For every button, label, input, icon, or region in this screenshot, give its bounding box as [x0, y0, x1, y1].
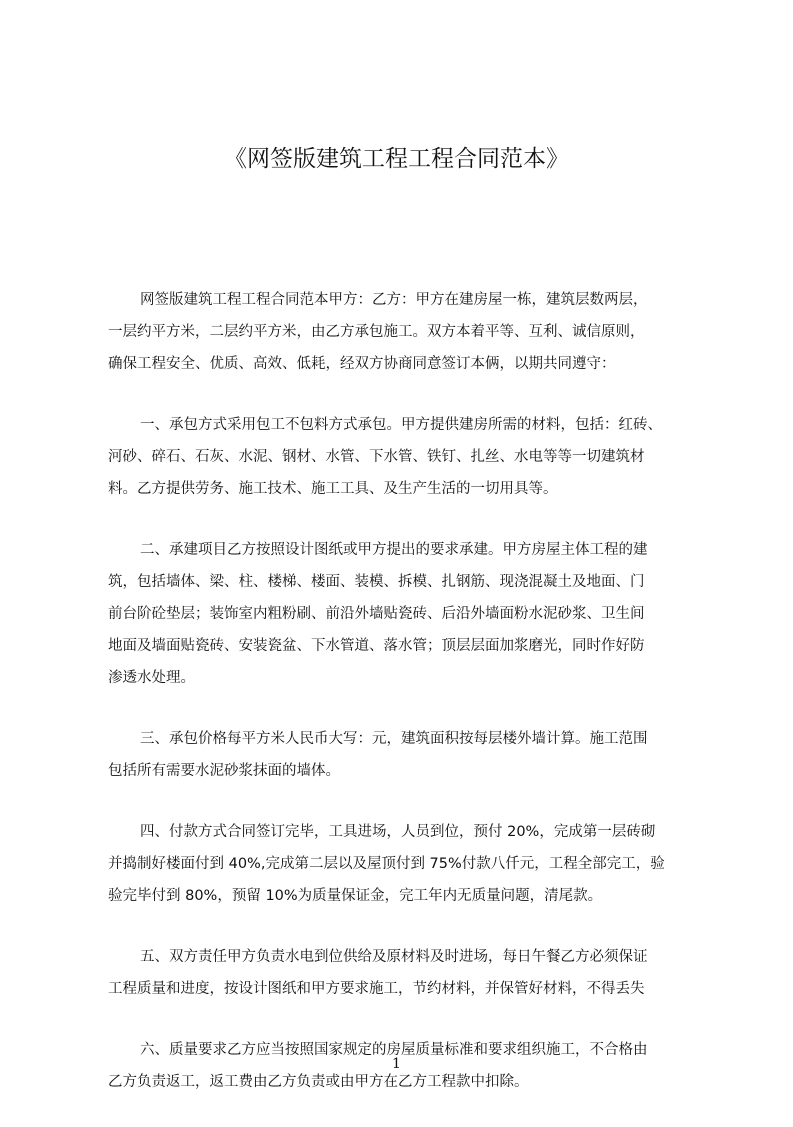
- paragraph-line: 河砂、碎石、石灰、水泥、钢材、水管、下水管、铁钉、扎丝、水电等等一切建筑材: [108, 449, 645, 465]
- paragraph-line: 网签版建筑工程工程合同范本甲方：乙方：甲方在建房屋一栋，建筑层数两层，: [140, 292, 648, 308]
- page-number: 1: [392, 1056, 401, 1072]
- paragraph-line: 五、双方责任甲方负责水电到位供给及原材料及时进场，每日午餐乙方必须保证: [140, 949, 648, 965]
- paragraph-line: 料。乙方提供劳务、施工技术、施工工具、及生产生活的一切用具等。: [108, 481, 558, 497]
- paragraph-line: 地面及墙面贴瓷砖、安装瓷盆、下水管道、落水管；顶层层面加浆磨光，同时作好防: [108, 638, 645, 654]
- paragraph-line: 六、质量要求乙方应当按照国家规定的房屋质量标准和要求组织施工，不合格由: [140, 1042, 648, 1058]
- paragraph-line: 包括所有需要水泥砂浆抹面的墙体。: [108, 763, 340, 779]
- paragraph-line: 确保工程安全、优质、高效、低耗，经双方协商同意签订本俩，以期共同遵守：: [108, 356, 616, 372]
- document-title: 《网签版建筑工程工程合同范本》: [224, 146, 569, 172]
- paragraph-line: 工程质量和进度，按设计图纸和甲方要求施工，节约材料，并保管好材料，不得丢失: [108, 981, 645, 997]
- paragraph-line: 并捣制好楼面付到 40%,完成第二层以及屋顶付到 75%付款八仟元，工程全部完工，验: [108, 856, 665, 872]
- document-body: [108, 284, 704, 1127]
- paragraph-line: 验完毕付到 80%，预留 10%为质量保证金，完工年内无质量问题，清尾款。: [108, 888, 603, 904]
- paragraph-line: 三、承包价格每平方米人民币大写：元，建筑面积按每层楼外墙计算。施工范围: [140, 731, 648, 747]
- paragraph: [108, 409, 704, 505]
- paragraph-line: 二、承建项目乙方按照设计图纸或甲方提出的要求承建。甲方房屋主体工程的建: [140, 542, 648, 558]
- paragraph: [108, 284, 704, 380]
- paragraph-line: 乙方负责返工，返工费由乙方负责或由甲方在乙方工程款中扣除。: [108, 1074, 529, 1090]
- paragraph-line: 一层约平方米，二层约平方米，由乙方承包施工。双方本着平等、互利、诚信原则，: [108, 324, 645, 340]
- paragraph-line: 四、付款方式合同签订完毕，工具进场，人员到位，预付 20%，完成第一层砖砌: [140, 824, 656, 840]
- paragraph: [108, 534, 704, 694]
- paragraph-line: 筑，包括墙体、梁、柱、楼梯、楼面、装模、拆模、扎钢筋、现浇混凝土及地面、门: [108, 574, 645, 590]
- paragraph: [108, 816, 704, 912]
- paragraph: [108, 941, 704, 1005]
- paragraph-line: 一、承包方式采用包工不包料方式承包。甲方提供建房所需的材料，包括：红砖、: [140, 417, 662, 433]
- paragraph-line: 渗透水处理。: [108, 670, 195, 686]
- paragraph-line: 前台阶砼垫层；装饰室内粗粉刷、前沿外墙贴瓷砖、后沿外墙面粉水泥砂浆、卫生间: [108, 606, 645, 622]
- paragraph: [108, 723, 704, 787]
